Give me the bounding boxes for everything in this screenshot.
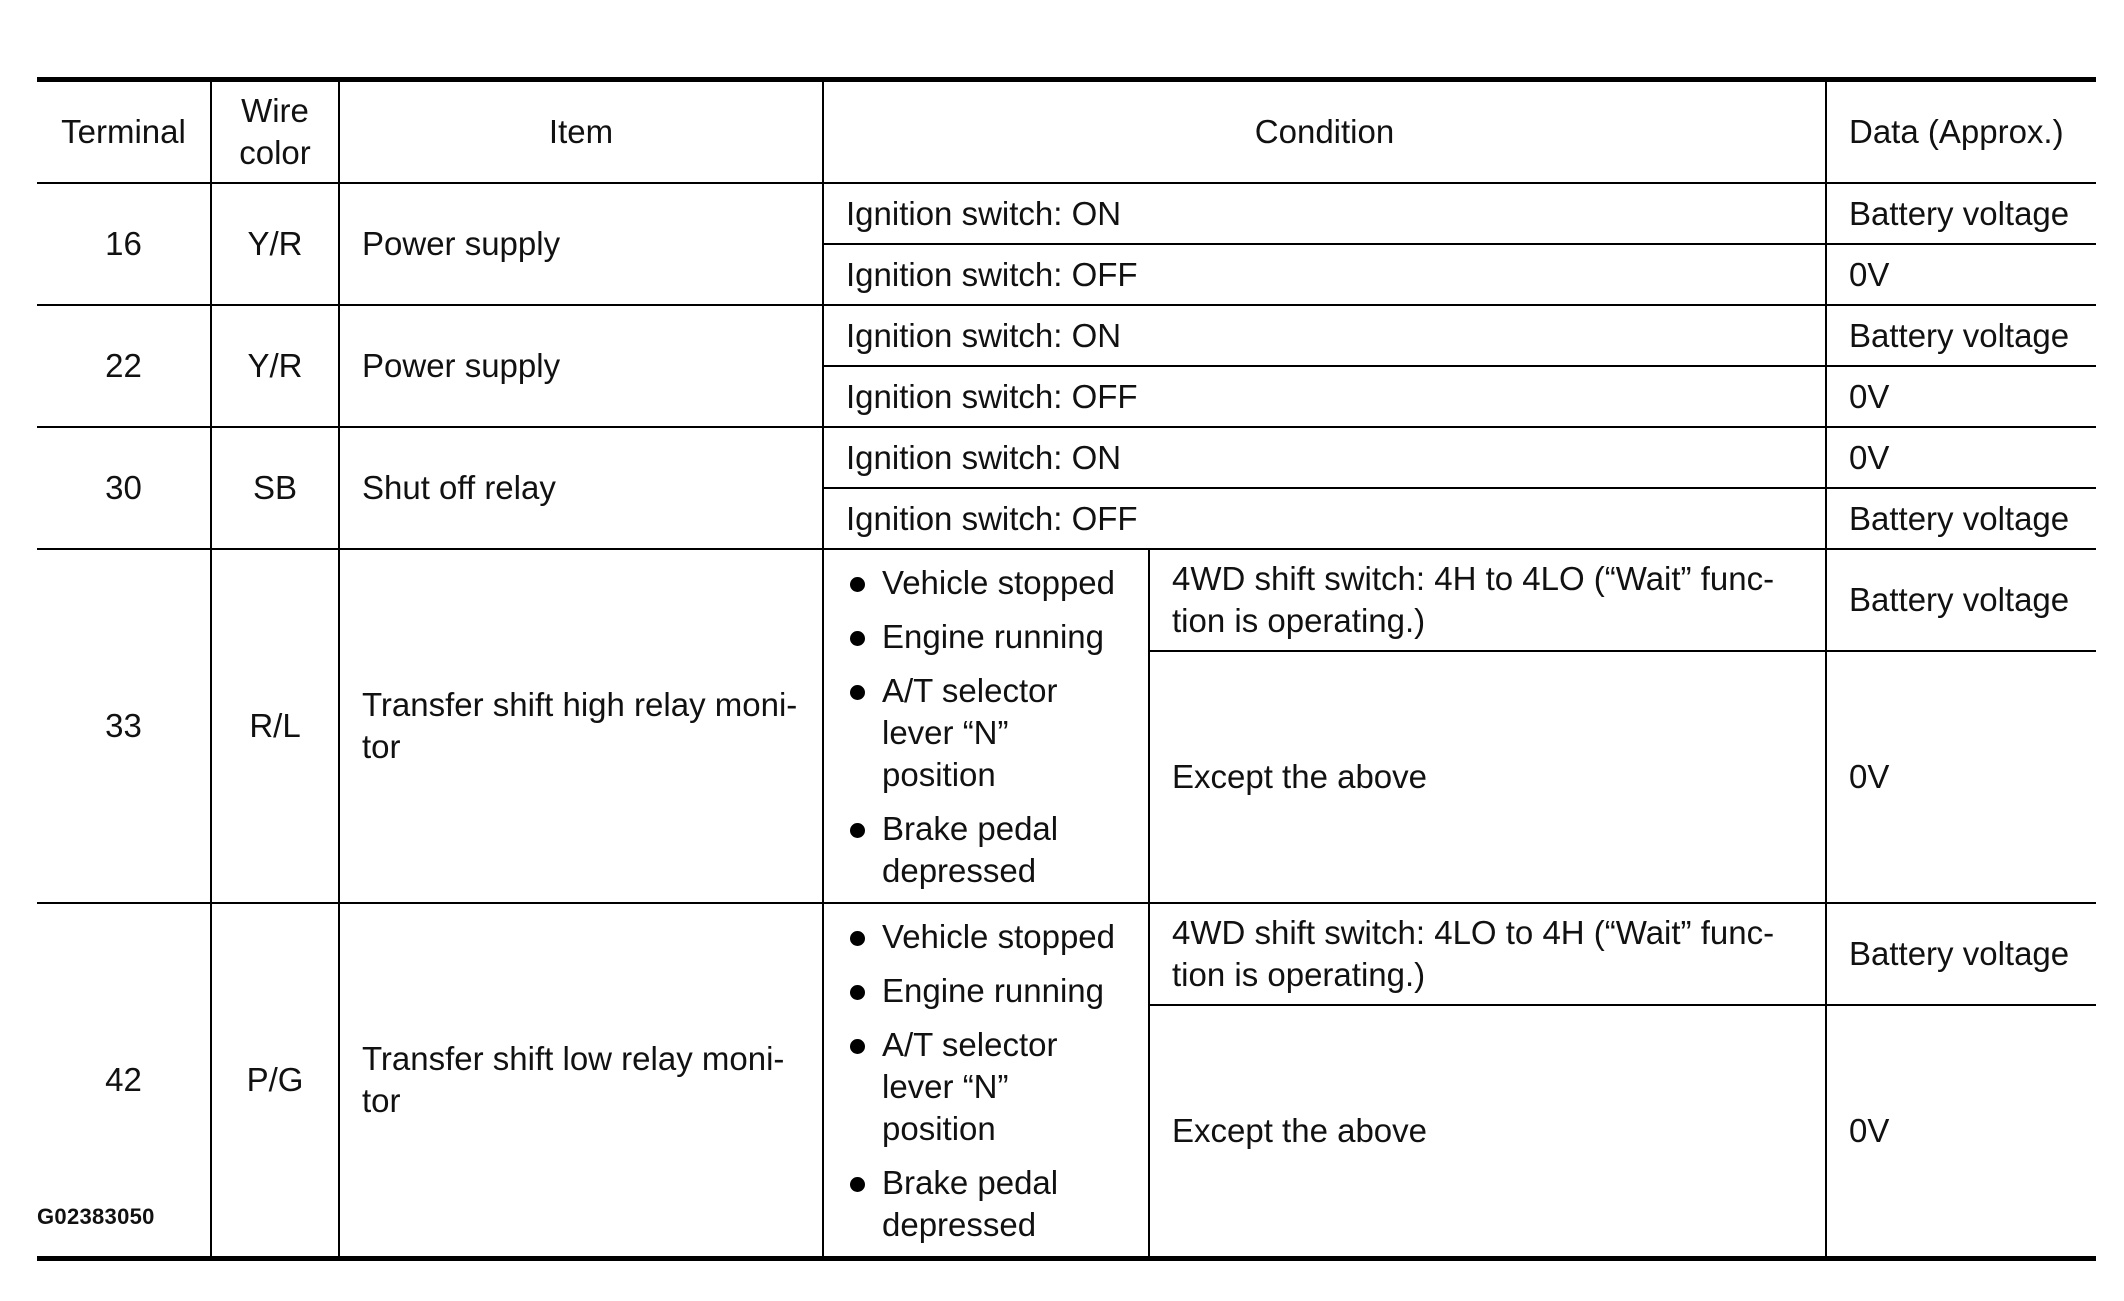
header-condition: Condition <box>823 80 1826 184</box>
condition-cell: Ignition switch: OFF <box>823 488 1826 549</box>
item-cell: Transfer shift high relay moni-tor <box>339 549 823 903</box>
precondition-list <box>846 550 1126 902</box>
precondition-item: A/T selector lever “N” position <box>846 670 1126 796</box>
data-cell: 0V <box>1826 366 2096 427</box>
wire-color-cell: Y/R <box>211 305 339 427</box>
data-cell: Battery voltage <box>1826 488 2096 549</box>
item-cell: Shut off relay <box>339 427 823 549</box>
precondition-item: Brake pedal depressed <box>846 1162 1126 1246</box>
data-cell: Battery voltage <box>1826 549 2096 651</box>
wire-color-cell: P/G <box>211 903 339 1259</box>
figure-code: G02383050 <box>37 1204 155 1229</box>
table-row <box>37 549 2096 651</box>
item-cell: Power supply <box>339 183 823 305</box>
terminal-cell: 42 <box>37 903 211 1259</box>
precondition-list <box>846 904 1126 1256</box>
wire-color-cell: SB <box>211 427 339 549</box>
condition-cell: 4WD shift switch: 4LO to 4H (“Wait” func-tion is operating.) <box>1149 903 1826 1005</box>
condition-cell: Ignition switch: ON <box>823 427 1826 488</box>
header-item: Item <box>339 80 823 184</box>
data-cell: Battery voltage <box>1826 183 2096 244</box>
header-row <box>37 80 2096 184</box>
terminal-cell: 22 <box>37 305 211 427</box>
terminal-cell: 16 <box>37 183 211 305</box>
precondition-item: Brake pedal depressed <box>846 808 1126 892</box>
precondition-cell <box>823 549 1149 903</box>
precondition-item: Engine running <box>846 970 1126 1012</box>
precondition-cell <box>823 903 1149 1259</box>
terminal-cell: 33 <box>37 549 211 903</box>
precondition-item: Engine running <box>846 616 1126 658</box>
item-cell: Transfer shift low relay moni-tor <box>339 903 823 1259</box>
terminal-cell: 30 <box>37 427 211 549</box>
precondition-item: Vehicle stopped <box>846 562 1126 604</box>
header-data: Data (Approx.) <box>1826 80 2096 184</box>
condition-cell: Ignition switch: OFF <box>823 244 1826 305</box>
table-row <box>37 903 2096 1005</box>
data-cell: 0V <box>1826 651 2096 903</box>
data-cell: Battery voltage <box>1826 903 2096 1005</box>
item-cell: Power supply <box>339 305 823 427</box>
data-cell: Battery voltage <box>1826 305 2096 366</box>
condition-cell: 4WD shift switch: 4H to 4LO (“Wait” func-tion is operating.) <box>1149 549 1826 651</box>
table-row <box>37 305 2096 366</box>
header-wire-color: Wire color <box>211 80 339 184</box>
wire-color-cell: R/L <box>211 549 339 903</box>
wire-color-cell: Y/R <box>211 183 339 305</box>
condition-cell: Except the above <box>1149 651 1826 903</box>
header-terminal: Terminal <box>37 80 211 184</box>
data-cell: 0V <box>1826 427 2096 488</box>
precondition-item: A/T selector lever “N” position <box>846 1024 1126 1150</box>
condition-cell: Ignition switch: OFF <box>823 366 1826 427</box>
precondition-item: Vehicle stopped <box>846 916 1126 958</box>
condition-cell: Ignition switch: ON <box>823 305 1826 366</box>
data-cell: 0V <box>1826 1005 2096 1259</box>
condition-cell: Ignition switch: ON <box>823 183 1826 244</box>
condition-cell: Except the above <box>1149 1005 1826 1259</box>
table-row <box>37 427 2096 488</box>
terminal-spec-table <box>37 77 2096 1261</box>
table-row <box>37 183 2096 244</box>
data-cell: 0V <box>1826 244 2096 305</box>
